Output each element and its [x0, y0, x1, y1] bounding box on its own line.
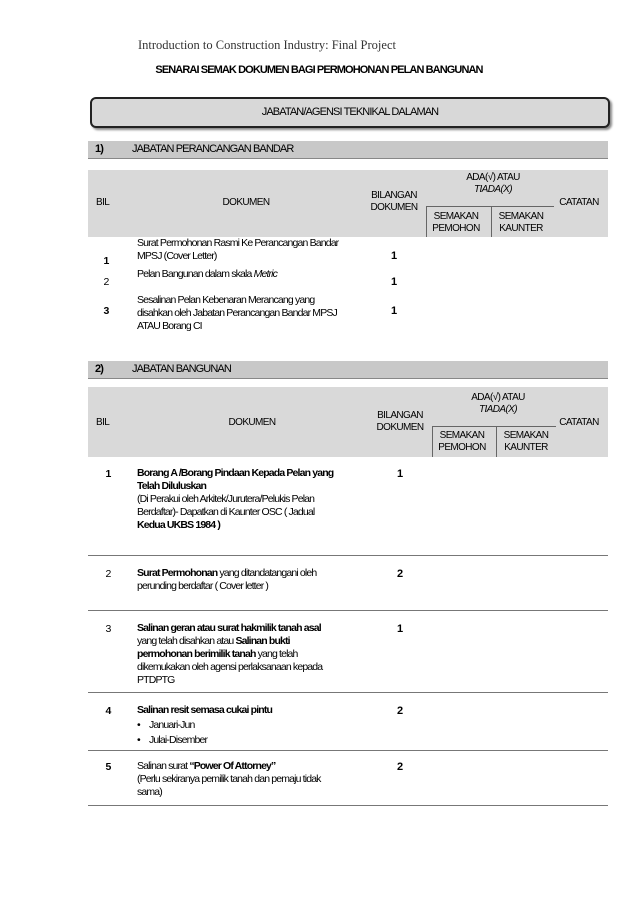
row-document-line: Surat Permohonan Rasmi Ke Perancangan Bandar	[137, 237, 339, 249]
row-document	[137, 294, 337, 333]
row-quantity: 1	[397, 468, 403, 480]
row-document-text: yang telah disahkan atau	[137, 635, 236, 647]
header-ada-tiada	[433, 392, 563, 416]
row-quantity: 1	[391, 305, 397, 317]
header-catatan: CATATAN	[559, 417, 599, 428]
header-ada-line2: TIADA(X)	[474, 184, 512, 195]
row-bil: 5	[105, 761, 111, 773]
section-2-name: JABATAN BANGUNAN	[132, 363, 231, 375]
row-document-line: MPSJ (Cover Letter)	[137, 250, 217, 262]
row-document	[137, 704, 272, 747]
row-document-line: (Perlu sekiranya pemilik tanah dan pemaju tidak	[137, 773, 321, 785]
row-divider	[88, 750, 608, 751]
header-ada-line1: ADA(√) ATAU	[466, 172, 520, 183]
row-quantity: 2	[397, 761, 403, 773]
row-document-line: sama)	[137, 786, 162, 798]
row-divider	[88, 610, 608, 611]
header-semakan-kaunter	[491, 211, 551, 235]
row-document-line: Berdaftar)- Dapatkan di Kaunter OSC ( Jadual	[137, 506, 315, 518]
header-bilangan	[370, 410, 430, 434]
row-bil: 3	[105, 623, 111, 635]
header-bilangan	[364, 190, 424, 214]
row-divider	[88, 555, 608, 556]
header-bilangan-line1: BILANGAN	[377, 410, 423, 421]
row-document	[137, 467, 333, 532]
header-bil: BIL	[96, 197, 110, 208]
header-bilangan-line1: BILANGAN	[371, 190, 417, 201]
row-bil: 2	[103, 276, 109, 288]
row-document-line	[137, 760, 321, 773]
row-document-text: Salinan surat	[137, 760, 190, 772]
header-dokumen: DOKUMEN	[222, 197, 270, 208]
row-document-line: (Di Perakui oleh Arkitek/Jurutera/Pelukis Pelan	[137, 493, 315, 505]
header-semakan-kaunter-line1: SEMAKAN	[503, 430, 549, 441]
row-quantity: 1	[391, 276, 397, 288]
header-semakan-pemohon-line2: PEMOHON	[438, 442, 486, 453]
header-semakan-pemohon	[426, 211, 486, 235]
header-divider	[491, 206, 492, 237]
row-document	[137, 622, 322, 687]
header-ada-line1: ADA(√) ATAU	[471, 392, 525, 403]
row-document-line: Borang A /Borang Pindaan Kepada Pelan yang	[137, 467, 334, 479]
header-ada-tiada	[428, 172, 558, 196]
header-divider	[432, 426, 556, 427]
row-document-bold: Salinan bukti	[235, 635, 290, 647]
running-header: Introduction to Construction Industry: Final Project	[138, 38, 396, 52]
section-2-table-header	[88, 387, 608, 457]
header-divider	[426, 206, 554, 207]
row-document-line: dikemukakan oleh agensi perlaksanaan kepada	[137, 661, 323, 673]
header-divider	[432, 426, 433, 457]
row-document-bold: permohonan berimilik tanah	[137, 648, 256, 660]
row-document-line	[137, 648, 322, 661]
row-document	[137, 268, 277, 281]
header-semakan-kaunter-line2: KAUNTER	[504, 442, 548, 453]
row-document	[137, 237, 338, 263]
row-document-bold: Surat Permohonan	[137, 567, 218, 579]
banner-label: JABATAN/AGENSI TEKNIKAL DALAMAN	[261, 106, 439, 118]
header-divider	[426, 206, 427, 237]
row-document-text: yang ditandatangani oleh	[217, 567, 317, 579]
row-document-line: disahkan oleh Jabatan Perancangan Bandar MPSJ	[137, 307, 337, 319]
section-2-number: 2)	[95, 363, 103, 375]
header-bil: BIL	[96, 417, 110, 428]
header-semakan-pemohon-line1: SEMAKAN	[439, 430, 485, 441]
row-document-bold: “Power Of Attorney”	[189, 760, 276, 772]
row-document-text: Pelan Bangunan dalam skala	[137, 268, 254, 280]
section-1-name: JABATAN PERANCANGAN BANDAR	[132, 143, 294, 155]
header-semakan-pemohon-line1: SEMAKAN	[433, 211, 479, 222]
header-semakan-kaunter	[496, 430, 556, 454]
row-document-text: yang telah	[255, 648, 298, 660]
row-document-line	[137, 635, 322, 648]
section-1-number: 1)	[95, 143, 103, 155]
row-bil: 2	[105, 568, 111, 580]
row-document-line: Salinan resit semasa cukai pintu	[137, 704, 273, 716]
row-document-line	[137, 567, 316, 580]
header-catatan: CATATAN	[559, 197, 599, 208]
header-semakan-pemohon-line2: PEMOHON	[432, 223, 480, 234]
section-banner	[90, 97, 610, 128]
section-2-header	[88, 361, 608, 379]
section-1-header	[88, 141, 608, 159]
header-divider	[496, 426, 497, 457]
document-title: SENARAI SEMAK DOKUMEN BAGI PERMOHONAN PELAN BANGUNAN	[155, 64, 483, 76]
header-semakan-kaunter-line2: KAUNTER	[499, 223, 543, 234]
row-quantity: 1	[391, 250, 397, 262]
row-document-line: Sesalinan Pelan Kebenaran Merancang yang	[137, 294, 315, 306]
row-document-line: Kedua UKBS 1984 )	[137, 519, 220, 531]
row-document-line: Telah Diluluskan	[137, 480, 207, 492]
row-bil: 3	[103, 305, 109, 317]
row-bil: 1	[105, 468, 111, 480]
row-quantity: 1	[397, 623, 403, 635]
row-document-line: Salinan geran atau surat hakmilik tanah asal	[137, 622, 321, 634]
header-bilangan-line2: DOKUMEN	[370, 202, 418, 213]
row-document-italic: Metric	[253, 268, 278, 280]
row-document-line: ATAU Borang CI	[137, 320, 202, 332]
header-semakan-pemohon	[432, 430, 492, 454]
row-bullet-item: • Julai-Disember	[137, 734, 272, 747]
header-dokumen: DOKUMEN	[228, 417, 276, 428]
row-bil: 4	[105, 705, 111, 717]
row-bil: 1	[103, 255, 109, 267]
row-document-line: PTDPTG	[137, 674, 175, 686]
section-1-table-header	[88, 170, 608, 237]
row-bullet-item: • Januari-Jun	[137, 719, 272, 732]
row-document-line: perunding berdaftar ( Cover letter )	[137, 580, 269, 592]
row-document	[137, 760, 321, 799]
row-divider	[88, 692, 608, 693]
row-quantity: 2	[397, 568, 403, 580]
row-quantity: 2	[397, 705, 403, 717]
row-document	[137, 567, 316, 593]
header-ada-line2: TIADA(X)	[479, 404, 517, 415]
row-divider	[88, 805, 608, 806]
header-semakan-kaunter-line1: SEMAKAN	[498, 211, 544, 222]
header-bilangan-line2: DOKUMEN	[376, 422, 424, 433]
